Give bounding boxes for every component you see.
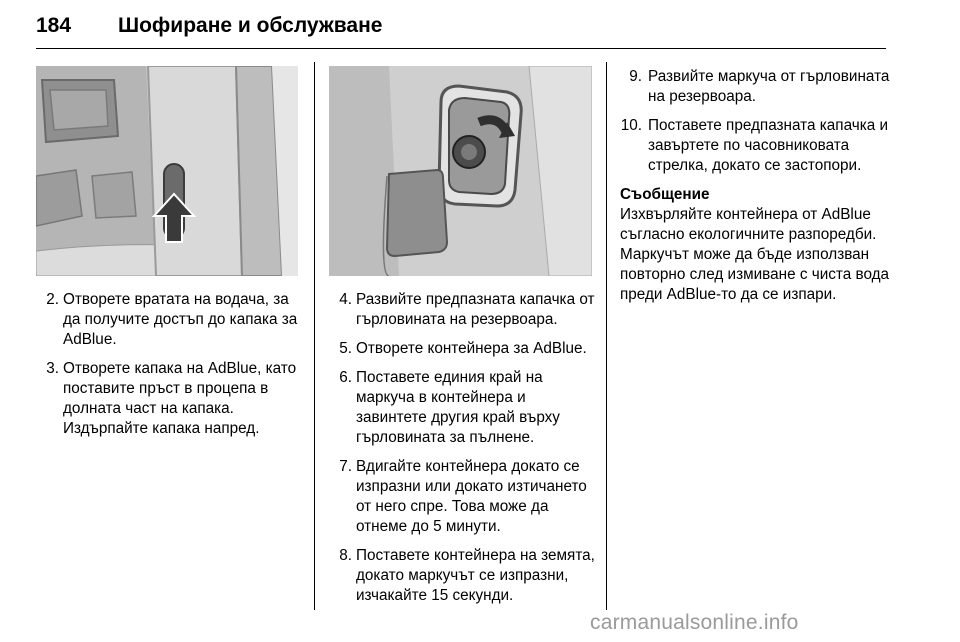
step-text: Вдигайте контейнера докато се изпразни или докато изтичането от него спре. Това може да отнеме до 5 минути. xyxy=(356,458,587,535)
step-number: 9. xyxy=(629,68,642,85)
column-divider xyxy=(314,62,315,610)
step-number: 6. xyxy=(339,369,352,386)
step-number: 8. xyxy=(339,547,352,564)
filler-neck-illustration xyxy=(329,66,592,276)
step-text: Развийте предпазната капачка от гърловината на резервоара. xyxy=(356,291,595,328)
note-title: Съобщение xyxy=(620,186,710,203)
step-4 xyxy=(329,290,595,330)
step-text: Развийте маркуча от гърловината на резервоара. xyxy=(648,68,890,105)
step-text: Поставете единия край на маркуча в контейнера и завинтете другия край върху гърловината за пълнене. xyxy=(356,369,560,446)
step-text: Отворете вратата на водача, за да получите достъп до капака за AdBlue. xyxy=(63,291,298,348)
header-rule xyxy=(36,48,886,49)
step-9 xyxy=(620,67,890,107)
step-2 xyxy=(36,290,302,350)
step-text: Поставете контейнера на земята, докато маркучът се изпразни, изчакайте 15 секунди. xyxy=(356,547,595,604)
step-number: 5. xyxy=(339,340,352,357)
step-number: 2. xyxy=(46,291,59,308)
step-7 xyxy=(329,457,595,537)
page-number: 184 xyxy=(36,14,72,37)
step-5 xyxy=(329,339,595,359)
page-title: Шофиране и обслужване xyxy=(118,14,383,37)
step-text: Отворете капака на AdBlue, като поставите пръст в процепа в долната част на капака. Издърпайте капака напред. xyxy=(63,360,297,437)
step-text: Поставете предпазната капачка и завъртете по часовниковата стрелка, докато се застопори. xyxy=(648,117,889,174)
step-number: 7. xyxy=(339,458,352,475)
step-10 xyxy=(620,116,890,176)
page-header xyxy=(36,14,886,50)
column-1 xyxy=(36,290,302,448)
note-body: Изхвърляйте контейнера от AdBlue съгласно екологичните разпоредби. Маркучът може да бъде използван повторно след измиване с чиста вода преди AdBlue-то да се изпари. xyxy=(620,206,890,303)
step-text: Отворете контейнера за AdBlue. xyxy=(356,340,587,357)
step-number: 10. xyxy=(620,117,642,134)
step-number: 3. xyxy=(46,360,59,377)
column-divider xyxy=(606,62,607,610)
watermark: carmanualsonline.info xyxy=(590,611,799,634)
step-3 xyxy=(36,359,302,439)
step-6 xyxy=(329,368,595,448)
column-2 xyxy=(329,290,595,615)
door-flap-illustration xyxy=(36,66,298,276)
step-number: 4. xyxy=(339,291,352,308)
column-3 xyxy=(620,67,890,305)
step-8 xyxy=(329,546,595,606)
